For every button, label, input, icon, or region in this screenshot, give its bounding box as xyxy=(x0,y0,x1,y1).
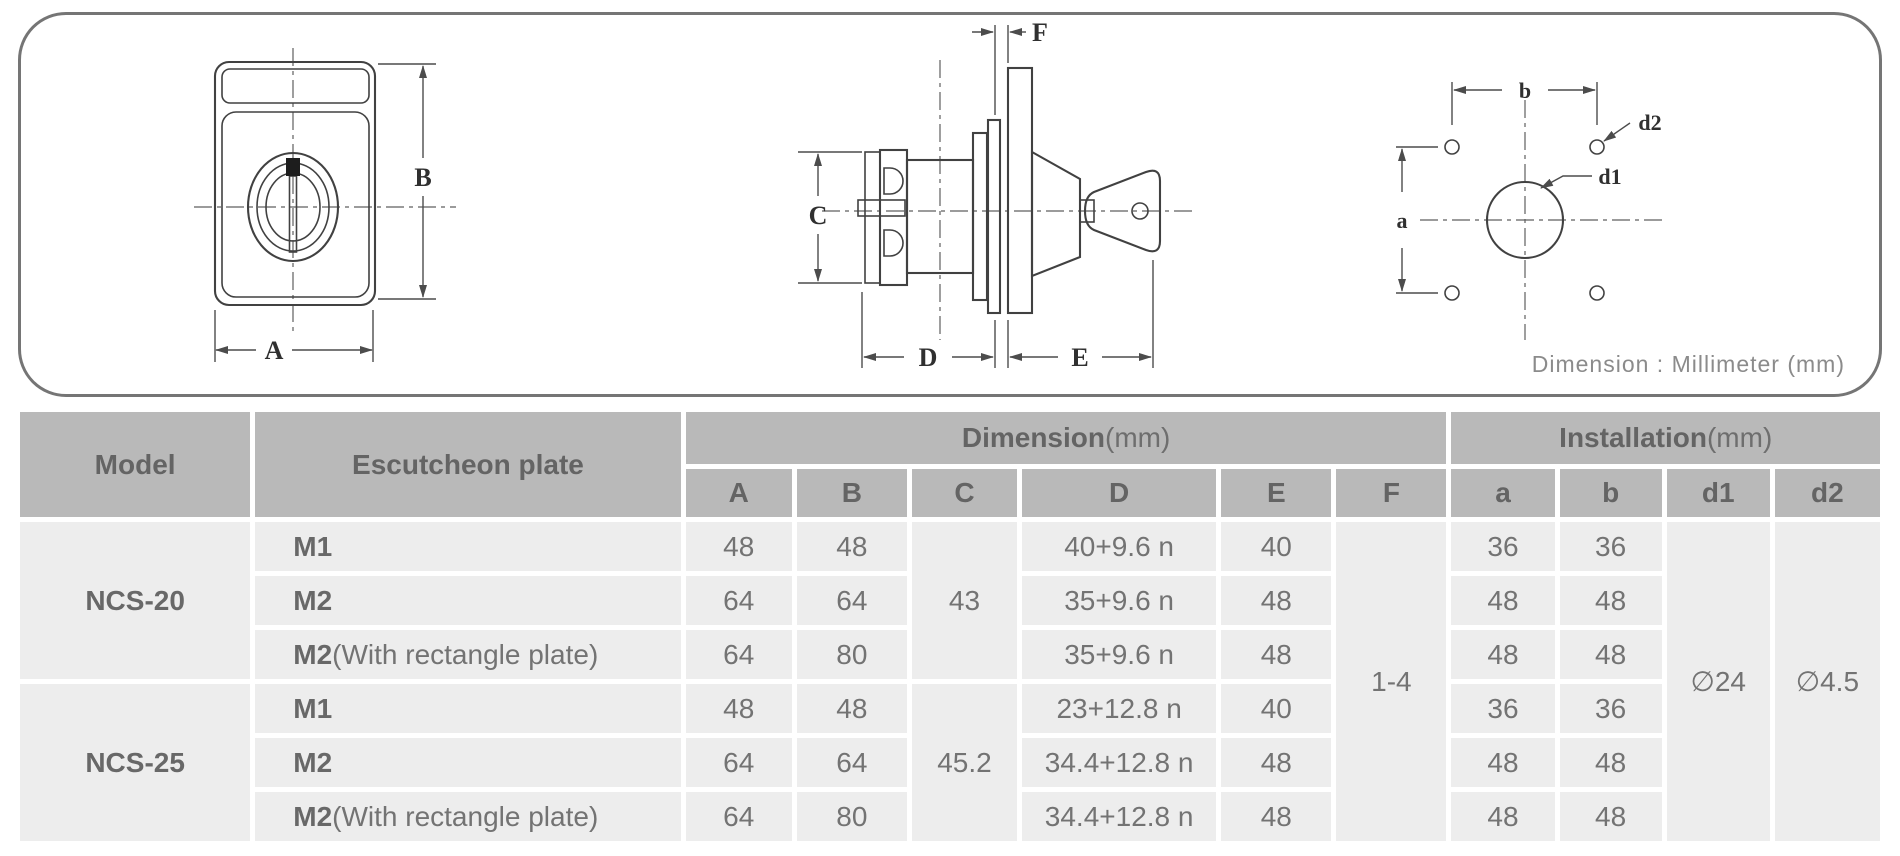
cell-A: 64 xyxy=(686,630,792,679)
cell-b: 48 xyxy=(1560,738,1662,787)
dim-label-f: F xyxy=(1032,18,1048,47)
model-header: Model xyxy=(20,412,250,517)
cell-E: 48 xyxy=(1221,738,1331,787)
cell-D: 35+9.6 n xyxy=(1022,630,1216,679)
cell-B: 64 xyxy=(797,738,907,787)
cell-plate: M1 xyxy=(255,522,680,571)
dim-label-c: C xyxy=(808,201,828,230)
cell-D: 35+9.6 n xyxy=(1022,576,1216,625)
key-slot-marker xyxy=(286,158,300,176)
cell-d1: ∅24 xyxy=(1667,522,1770,841)
col-header-d1: d1 xyxy=(1667,469,1770,517)
dim-label-install-b: b xyxy=(1518,78,1532,103)
cell-plate: M2(With rectangle plate) xyxy=(255,630,680,679)
dimension-group-header: Dimension(mm) xyxy=(686,412,1447,464)
col-header-E: E xyxy=(1221,469,1331,517)
mounting-hole xyxy=(1445,140,1459,154)
cell-E: 40 xyxy=(1221,522,1331,571)
table-row xyxy=(20,684,1880,733)
cell-E: 48 xyxy=(1221,630,1331,679)
dim-label-b-height: B xyxy=(414,163,432,192)
table-row xyxy=(20,522,1880,571)
cell-E: 40 xyxy=(1221,684,1331,733)
cell-B: 48 xyxy=(797,684,907,733)
mounting-hole xyxy=(1590,286,1604,300)
installation-group-header: Installation(mm) xyxy=(1451,412,1880,464)
dim-label-a-width: A xyxy=(264,336,284,365)
cell-b: 36 xyxy=(1560,522,1662,571)
col-header-b: b xyxy=(1560,469,1662,517)
cell-D: 34.4+12.8 n xyxy=(1022,738,1216,787)
cell-plate: M2 xyxy=(255,576,680,625)
dim-label-d: D xyxy=(918,343,938,372)
cell-a: 36 xyxy=(1451,522,1554,571)
col-header-A: A xyxy=(686,469,792,517)
cell-B: 64 xyxy=(797,576,907,625)
cell-plate: M2 xyxy=(255,738,680,787)
cell-D: 34.4+12.8 n xyxy=(1022,792,1216,841)
cell-A: 64 xyxy=(686,792,792,841)
dimension-unit-note: Dimension : Millimeter (mm) xyxy=(1531,351,1845,377)
side-view-drawing xyxy=(798,18,1192,372)
install-view-drawing xyxy=(1396,78,1662,340)
cell-a: 48 xyxy=(1451,576,1554,625)
cell-B: 80 xyxy=(797,630,907,679)
cell-b: 48 xyxy=(1560,576,1662,625)
cell-a: 48 xyxy=(1451,630,1554,679)
col-header-F: F xyxy=(1336,469,1446,517)
dim-label-d1: d1 xyxy=(1598,164,1622,189)
front-view-drawing xyxy=(194,48,456,365)
cell-D: 23+12.8 n xyxy=(1022,684,1216,733)
cell-E: 48 xyxy=(1221,792,1331,841)
cell-b: 48 xyxy=(1560,792,1662,841)
cell-C: 43 xyxy=(912,522,1017,679)
escutcheon-header: Escutcheon plate xyxy=(255,412,680,517)
cell-B: 80 xyxy=(797,792,907,841)
bezel-cone xyxy=(1032,152,1080,276)
cell-A: 64 xyxy=(686,576,792,625)
cell-a: 36 xyxy=(1451,684,1554,733)
terminal-contact xyxy=(884,168,903,194)
cell-b: 48 xyxy=(1560,630,1662,679)
cell-A: 48 xyxy=(686,522,792,571)
spec-table xyxy=(15,407,1885,846)
terminal-contact xyxy=(884,230,903,256)
col-header-B: B xyxy=(797,469,907,517)
cell-a: 48 xyxy=(1451,792,1554,841)
cell-a: 48 xyxy=(1451,738,1554,787)
mounting-hole xyxy=(1445,286,1459,300)
dim-label-e: E xyxy=(1071,343,1089,372)
mounting-hole xyxy=(1590,140,1604,154)
cell-model: NCS-20 xyxy=(20,522,250,679)
dim-label-d2: d2 xyxy=(1638,110,1662,135)
cell-C: 45.2 xyxy=(912,684,1017,841)
flange-plate xyxy=(1008,68,1032,313)
cell-b: 36 xyxy=(1560,684,1662,733)
cell-A: 64 xyxy=(686,738,792,787)
dim-label-install-a: a xyxy=(1396,208,1408,233)
mounting-panel xyxy=(988,120,1000,313)
cell-plate: M2(With rectangle plate) xyxy=(255,792,680,841)
plate-legend-strip xyxy=(222,69,369,103)
col-header-d2: d2 xyxy=(1775,469,1880,517)
cell-E: 48 xyxy=(1221,576,1331,625)
cell-A: 48 xyxy=(686,684,792,733)
cell-D: 40+9.6 n xyxy=(1022,522,1216,571)
col-header-a: a xyxy=(1451,469,1554,517)
col-header-C: C xyxy=(912,469,1017,517)
cell-d2: ∅4.5 xyxy=(1775,522,1880,841)
cell-B: 48 xyxy=(797,522,907,571)
cell-plate: M1 xyxy=(255,684,680,733)
cell-F: 1-4 xyxy=(1336,522,1446,841)
cell-model: NCS-25 xyxy=(20,684,250,841)
col-header-D: D xyxy=(1022,469,1216,517)
